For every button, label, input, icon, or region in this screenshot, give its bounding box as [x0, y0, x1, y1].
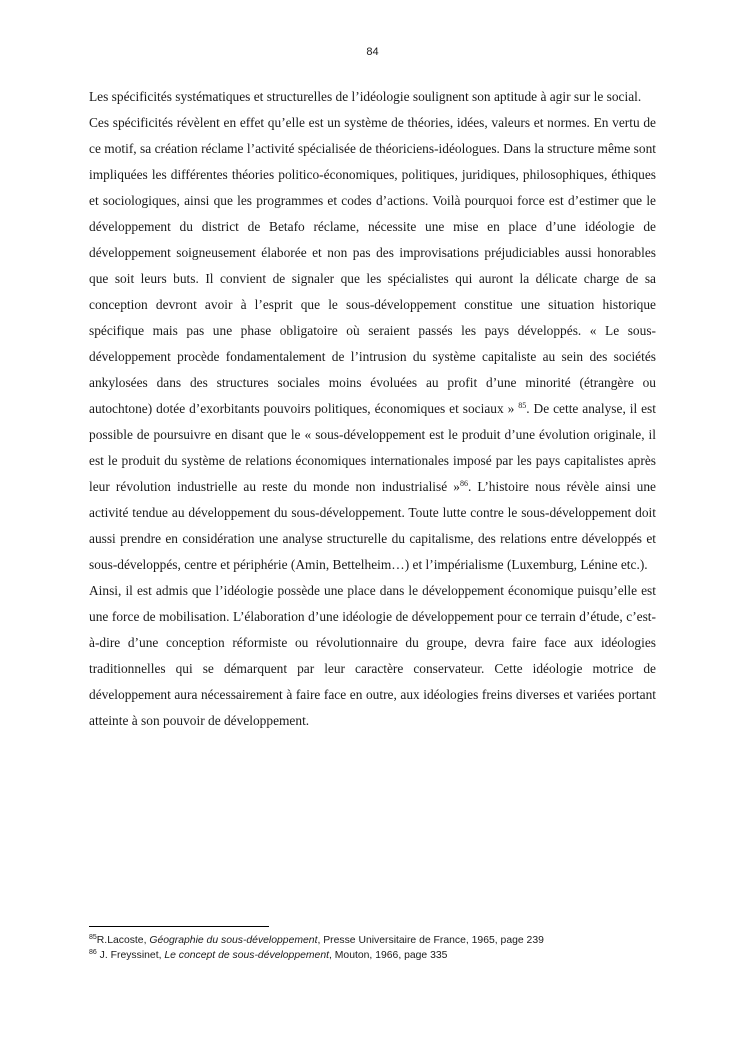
footnote-title: Géographie du sous-développement: [149, 935, 318, 946]
footnote-details: , Presse Universitaire de France, 1965, page 239: [317, 935, 544, 946]
footnote-ref-85[interactable]: 85: [518, 401, 527, 410]
paragraph-1: [89, 84, 656, 110]
paragraph-2: [89, 110, 656, 578]
footnote-ref-86[interactable]: 86: [459, 479, 468, 488]
footnote-author: J. Freyssinet,: [96, 950, 165, 961]
footnote-85: [89, 933, 689, 948]
page-number: 84: [366, 46, 379, 58]
footnote-separator: [89, 926, 269, 927]
footnote-number: 86: [89, 949, 97, 956]
paragraph-text: . L’histoire nous révèle ainsi une activité tendue au développement du sous-développement. Toute lutte contre le sous-développement doit aussi prendre en considération une analyse structurelle du capitalisme, des relations entre développés et sous-développés, centre et périphérie (Amin, Bettelheim…) et l’impérialisme (Luxemburg, Lénine etc.).: [89, 479, 656, 572]
footnote-author: R.Lacoste,: [96, 935, 150, 946]
body-text: [89, 84, 656, 734]
footnote-title: Le concept de sous-développement: [164, 950, 329, 961]
footnote-details: , Mouton, 1966, page 335: [329, 950, 448, 961]
footnote-number: 85: [89, 934, 97, 941]
paragraph-text: Les spécificités systématiques et structurelles de l’idéologie soulignent son aptitude à agir sur le social.: [89, 89, 642, 104]
paragraph-3: [89, 578, 656, 734]
paragraph-text: . De cette analyse, il est possible de poursuivre en disant que le « sous-développement est le produit d’une évolution originale, il est le produit du système de relations économiques internationales imposé par les pays capitalistes après leur révolution industrielle au reste du monde non industrialisé »: [89, 401, 656, 494]
footnotes: [89, 933, 689, 963]
paragraph-text: Ainsi, il est admis que l’idéologie possède une place dans le développement économique puisqu’elle est une force de mobilisation. L’élaboration d’une idéologie de développement pour ce terrain d’étude, c’est-à-dire d’une conception réformiste ou révolutionnaire du groupe, devra faire face aux idéologies traditionnelles qui se démarquent par leur caractère conservateur. Cette idéologie motrice de développement aura nécessairement à faire face en outre, aux idéologies freins diverses et variées portant atteinte à son pouvoir de développement.: [89, 583, 656, 728]
paragraph-text: Ces spécificités révèlent en effet qu’elle est un système de théories, idées, valeurs et normes. En vertu de ce motif, sa création réclame l’activité spécialisée de théoriciens-idéologues. Dans la structure même sont impliquées les différentes théories politico-économiques, politiques, juridiques, philosophiques, éthiques et sociologiques, ainsi que les programmes et codes d’actions. Voilà pourquoi force est d’estimer que le développement du district de Betafo réclame, nécessite une mise en place d’une idéologie de développement soigneusement élaborée et non pas des improvisations préjudiciables aussi honorables que soit leurs buts. Il convient de signaler que les spécialistes qui auront la délicate charge de sa conception devront avoir à l’esprit que le sous-développement constitue une situation historique spécifique mais pas une phase obligatoire où seraient passés les pays développés. « Le sous-développement procède fondamentalement de l’intrusion du système capitaliste au sein des sociétés ankylosées dans des structures sociales moins évoluées au profit d’une minorité (étrangère ou autochtone) dotée d’exorbitants pouvoirs politiques, économiques et sociaux »: [89, 115, 656, 416]
footnote-86: [89, 948, 689, 963]
